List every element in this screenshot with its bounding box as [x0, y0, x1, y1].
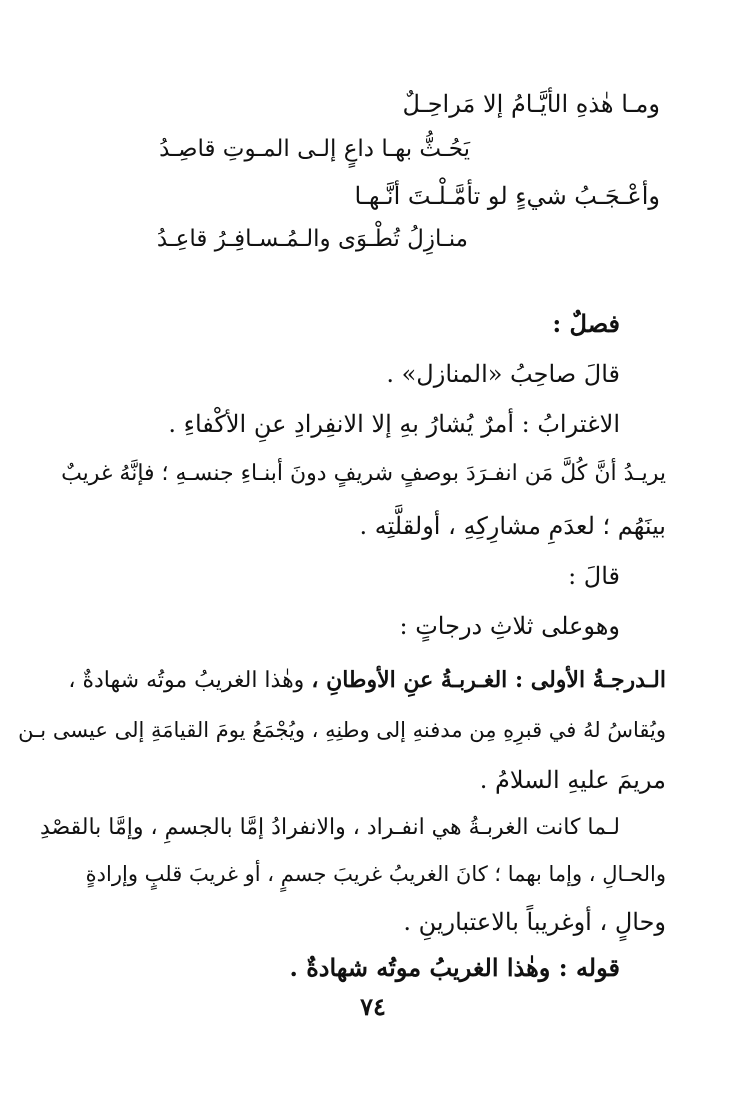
commentary-line-2: بينَهُم ؛ لعدَمِ مشارِكِهِ ، أولقلَّتِه .	[359, 512, 666, 540]
poem-line-4: منـازِلُ تُطْـوَى والـمُـسـافِـرُ قاعِـدُ	[156, 226, 468, 252]
explanation-line-1: لـما كانت الغربـةُ هي انفـراد ، والانفرادُ إمَّا بالجسمِ ، وإمَّا بالقصْدِ	[39, 815, 620, 840]
section-heading: فصلٌ :	[552, 309, 620, 338]
degree-one-line-2: ويُقاسُ لهُ في قبرِهِ مِن مدفنهِ إلى وطنِهِ ، ويُجْمَعُ يومَ القيامَةِ إلى عيسى بـن	[18, 718, 666, 742]
degrees-intro: وهوعلى ثلاثِ درجاتٍ :	[399, 612, 620, 640]
said-line: قالَ :	[568, 562, 620, 590]
commentary-line-1: يريـدُ أنَّ كُلَّ مَن انفـرَدَ بوصفٍ شريفٍ دونَ أبنـاءِ جنسـهِ ؛ فإنَّهُ غريبٌ	[61, 461, 666, 486]
poem-line-3: وأعْـجَـبُ شيءٍ لو تأمَّـلْـتَ أنَّـهـا	[354, 182, 660, 210]
page-number: ٧٤	[360, 992, 386, 1021]
explanation-line-2: والحـالِ ، وإما بهما ؛ كانَ الغريبُ غريبَ جسمٍ ، أو غريبَ قلبٍ وإرادةٍ	[85, 862, 666, 886]
degree-one-line-1	[68, 664, 666, 697]
poem-line-1: ومـا هٰذهِ الأيَّـامُ إلا مَراحِـلٌ	[402, 90, 660, 118]
poem-line-2: يَحُـثُّ بهـا داعٍ إلـى المـوتِ قاصِـدُ	[159, 136, 470, 162]
quote-line: قوله : وهٰذا الغريبُ موتُه شهادةٌ .	[289, 953, 620, 982]
degree-one-line-3: مريمَ عليهِ السلامُ .	[479, 766, 666, 794]
degree-one-text: وهٰذا الغريبُ موتُه شهادةٌ ،	[68, 668, 312, 693]
definition-line: الاغترابُ : أمرٌ يُشارُ بهِ إلا الانفِرادِ عنِ الأكْفاءِ .	[168, 410, 620, 438]
author-said-line: قالَ صاحِبُ «المنازل» .	[386, 360, 620, 388]
degree-one-title: الـدرجـةُ الأولى : الغـربـةُ عنِ الأوطانِ ،	[311, 667, 666, 693]
explanation-line-3: وحالٍ ، أوغريباً بالاعتبارينِ .	[403, 908, 666, 936]
